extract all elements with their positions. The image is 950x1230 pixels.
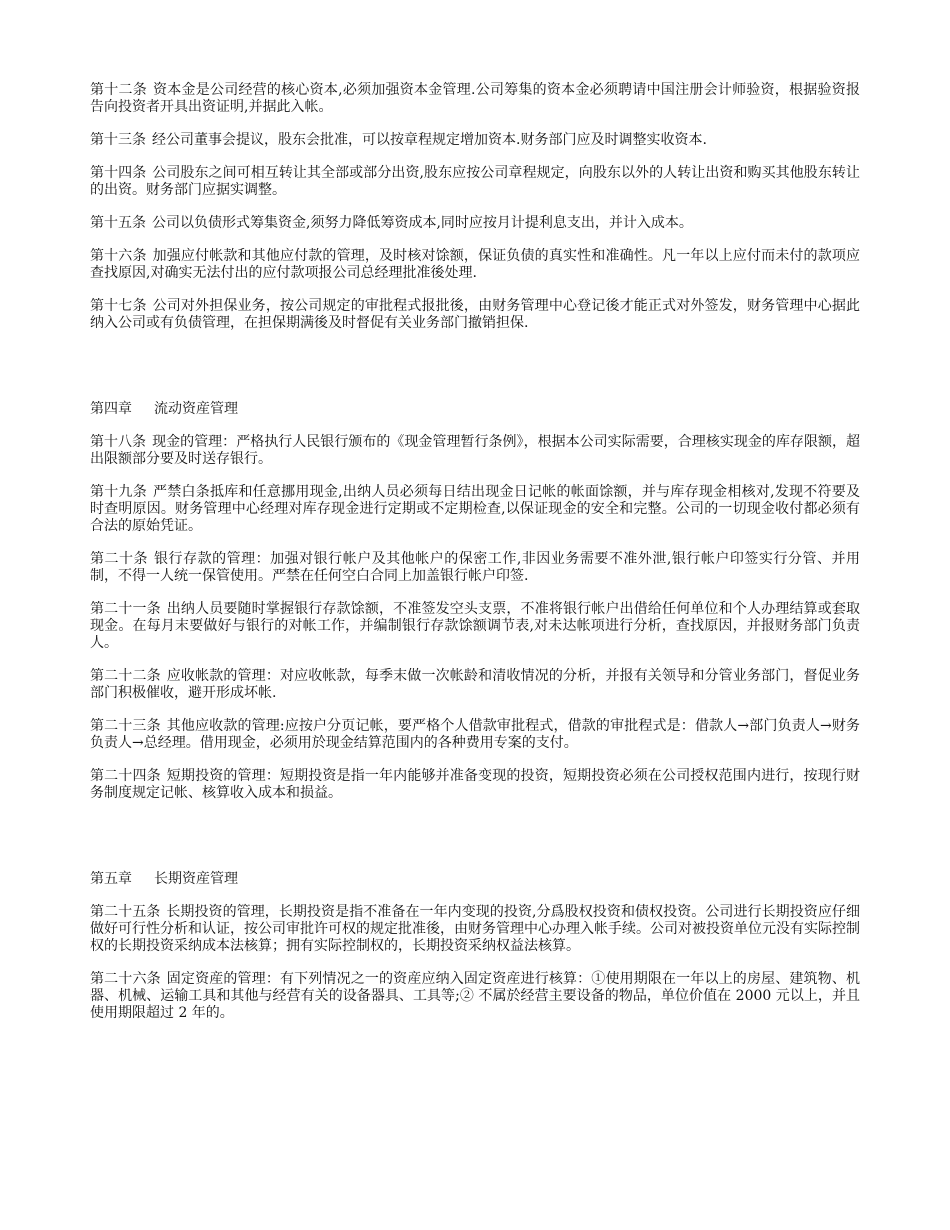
- document-page: [90, 82, 860, 1038]
- article-label: 第十八条: [90, 434, 147, 450]
- article-label: 第二十五条: [90, 904, 161, 920]
- article-text: 固定资産的管理：有下列情况之一的资産应纳入固定资産进行核算：①使用期限在一年以上的房屋、建筑物、机器、机械、运输工具和其他与经营有关的设备器具、工具等;② 不属於经营主要设备的物品，单位价值在 2000 元以上，并且使用期限超过 2 年的。: [90, 971, 861, 1021]
- article-26: [90, 971, 860, 1022]
- article-label: 第十五条: [90, 215, 146, 231]
- article-12: [90, 82, 860, 116]
- chapter-4-heading: [90, 401, 860, 418]
- article-text: 其他应收款的管理:应按户分页记帐，要严格个人借款审批程式，借款的审批程式是：借款人→部门负责人→财务负责人→总经理。借用现金，必须用於现金结算范围内的各种费用专案的支付。: [90, 718, 860, 751]
- article-label: 第二十六条: [90, 971, 161, 987]
- article-label: 第十四条: [90, 165, 147, 181]
- article-label: 第十三条: [90, 132, 146, 148]
- article-label: 第十二条: [90, 82, 147, 98]
- article-text: 现金的管理：严格执行人民银行颁布的《现金管理暂行条例》，根据本公司实际需要，合理核实现金的库存限额，超出限额部分要及时送存银行。: [90, 434, 861, 467]
- article-14: [90, 165, 860, 199]
- article-label: 第二十二条: [90, 668, 161, 684]
- article-text: 公司股东之间可相互转让其全部或部分出资,股东应按公司章程规定，向股东以外的人转让出资和购买其他股东转让的出资。财务部门应据实调整。: [90, 165, 860, 198]
- article-text: 经公司董事会提议，股东会批准，可以按章程规定增加资本.财务部门应及时调整实收资本.: [152, 132, 707, 148]
- article-text: 资本金是公司经营的核心资本,必须加强资本金管理.公司筹集的资本金必须聘请中国注册会计师验资，根据验资报告向投资者开具出资证明,并据此入帐。: [90, 82, 861, 115]
- section-spacer: [90, 348, 860, 401]
- article-text: 短期投资的管理：短期投资是指一年内能够并准备变现的投资，短期投资必须在公司授权范围内进行，按现行财务制度规定记帐、核算收入成本和损益。: [90, 768, 861, 801]
- article-text: 加强应付帐款和其他应付款的管理，及时核对馀额，保证负债的真实性和准确性。凡一年以上应付而未付的款项应查找原因,对确实无法付出的应付款项报公司总经理批准後处理.: [90, 248, 861, 281]
- chapter-number: 第四章: [90, 401, 132, 417]
- article-23: [90, 718, 860, 752]
- article-15: [90, 215, 860, 232]
- chapter-title: 长期资産管理: [154, 871, 238, 887]
- article-label: 第二十一条: [90, 601, 161, 617]
- article-22: [90, 668, 860, 702]
- article-20: [90, 551, 860, 585]
- article-text: 出纳人员要随时掌握银行存款馀额，不准签发空头支票，不准将银行帐户出借给任何单位和个人办理结算或套取现金。在每月末要做好与银行的对帐工作，并编制银行存款馀额调节表,对未达帐项进行分析，查找原因，并报财务部门负责人。: [90, 601, 861, 651]
- article-text: 银行存款的管理：加强对银行帐户及其他帐户的保密工作,非因业务需要不准外泄,银行帐户印签实行分管、并用制，不得一人统一保管使用。严禁在任何空白合同上加盖银行帐户印签.: [90, 551, 860, 584]
- article-19: [90, 484, 860, 535]
- article-text: 公司以负债形式筹集资金,须努力降低筹资成本,同时应按月计提利息支出，并计入成本。: [152, 215, 693, 231]
- article-25: [90, 904, 860, 955]
- article-text: 公司对外担保业务，按公司规定的审批程式报批後，由财务管理中心登记後才能正式对外签发，财务管理中心据此纳入公司或有负债管理，在担保期满後及时督促有关业务部门撤销担保.: [90, 298, 861, 331]
- article-13: [90, 132, 860, 149]
- article-17: [90, 298, 860, 332]
- article-text: 严禁白条抵库和任意挪用现金,出纳人员必须每日结出现金日记帐的帐面馀额，并与库存现金相核对,发现不符要及时查明原因。财务管理中心经理对库存现金进行定期或不定期检查,以保证现金的安全和完整。公司的一切现金收付都必须有合法的原始凭证。: [90, 484, 861, 534]
- section-spacer: [90, 818, 860, 871]
- article-label: 第二十三条: [90, 718, 161, 734]
- article-text: 长期投资的管理，长期投资是指不准备在一年内变现的投资,分爲股权投资和债权投资。公司进行长期投资应仔细做好可行性分析和认证，按公司审批许可权的规定批准後，由财务管理中心办理入帐手续。公司对被投资单位元没有实际控制权的长期投资采纳成本法核算；拥有实际控制权的，长期投资采纳权益法核算。: [90, 904, 860, 954]
- chapter-number: 第五章: [90, 871, 132, 887]
- article-label: 第十九条: [90, 484, 147, 500]
- article-18: [90, 434, 860, 468]
- article-21: [90, 601, 860, 652]
- chapter-5-heading: [90, 871, 860, 888]
- article-16: [90, 248, 860, 282]
- article-label: 第十七条: [90, 298, 147, 314]
- chapter-title: 流动资産管理: [154, 401, 238, 417]
- article-label: 第十六条: [90, 248, 147, 264]
- article-label: 第二十四条: [90, 768, 161, 784]
- article-label: 第二十条: [90, 551, 149, 567]
- article-text: 应收帐款的管理：对应收帐款，每季末做一次帐龄和清收情况的分析，并报有关领导和分管业务部门，督促业务部门积极催收，避开形成坏帐.: [90, 668, 861, 701]
- article-24: [90, 768, 860, 802]
